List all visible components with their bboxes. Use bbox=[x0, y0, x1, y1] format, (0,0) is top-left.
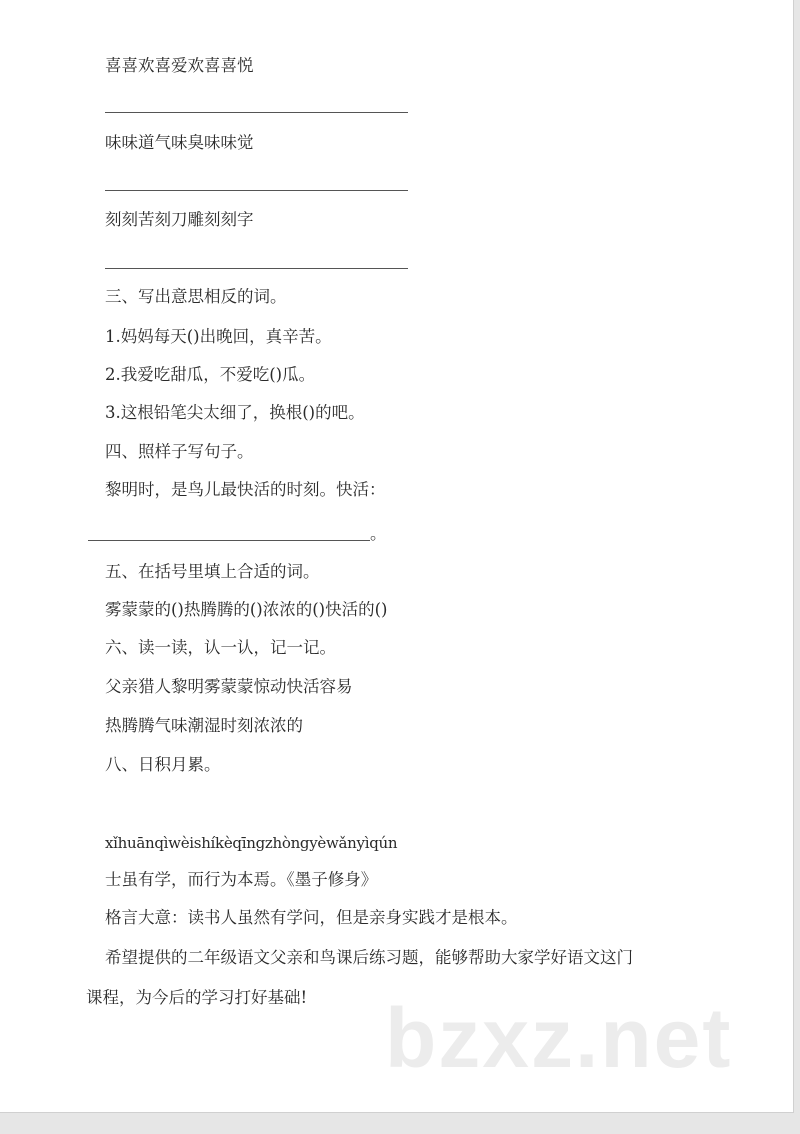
word-group-1: 喜喜欢喜爱欢喜喜悦 bbox=[105, 56, 254, 75]
question-3: 3.这根铅笔尖太细了，换根()的吧。 bbox=[105, 403, 365, 422]
answer-line bbox=[105, 112, 408, 113]
example-sentence: 黎明时，是鸟儿最快活的时刻。快活： bbox=[105, 480, 386, 499]
section-heading-4: 四、照样子写句子。 bbox=[105, 442, 254, 461]
proverb-meaning: 格言大意：读书人虽然有学问，但是亲身实践才是根本。 bbox=[105, 908, 518, 927]
section-heading-8: 八、日积月累。 bbox=[105, 755, 221, 774]
pinyin-line: xǐhuānqìwèishíkèqīngzhòngyèwǎnyìqún bbox=[105, 834, 398, 852]
period-mark: 。 bbox=[370, 524, 387, 543]
section-heading-5: 五、在括号里填上合适的词。 bbox=[105, 562, 320, 581]
vocab-line-2: 热腾腾气味潮湿时刻浓浓的 bbox=[105, 716, 303, 735]
answer-line bbox=[88, 540, 370, 541]
fill-in-words: 雾蒙蒙的()热腾腾的()浓浓的()快活的() bbox=[105, 600, 388, 619]
vocab-line-1: 父亲猎人黎明雾蒙蒙惊动快活容易 bbox=[105, 677, 353, 696]
question-2: 2.我爱吃甜瓜，不爱吃()瓜。 bbox=[105, 365, 316, 384]
closing-text-1: 希望提供的二年级语文父亲和鸟课后练习题，能够帮助大家学好语文这门 bbox=[105, 948, 633, 967]
section-heading-6: 六、读一读，认一认，记一记。 bbox=[105, 638, 336, 657]
answer-line bbox=[105, 190, 408, 191]
word-group-2: 味味道气味臭味味觉 bbox=[105, 133, 254, 152]
section-heading-3: 三、写出意思相反的词。 bbox=[105, 287, 287, 306]
word-group-3: 刻刻苦刻刀雕刻刻字 bbox=[105, 210, 254, 229]
closing-text-2: 课程，为今后的学习打好基础! bbox=[86, 988, 308, 1007]
watermark: bzxz.net bbox=[385, 991, 733, 1085]
question-1: 1.妈妈每天()出晚回，真辛苦。 bbox=[105, 327, 332, 346]
proverb: 士虽有学，而行为本焉。《墨子修身》 bbox=[105, 870, 378, 889]
answer-line bbox=[105, 268, 408, 269]
